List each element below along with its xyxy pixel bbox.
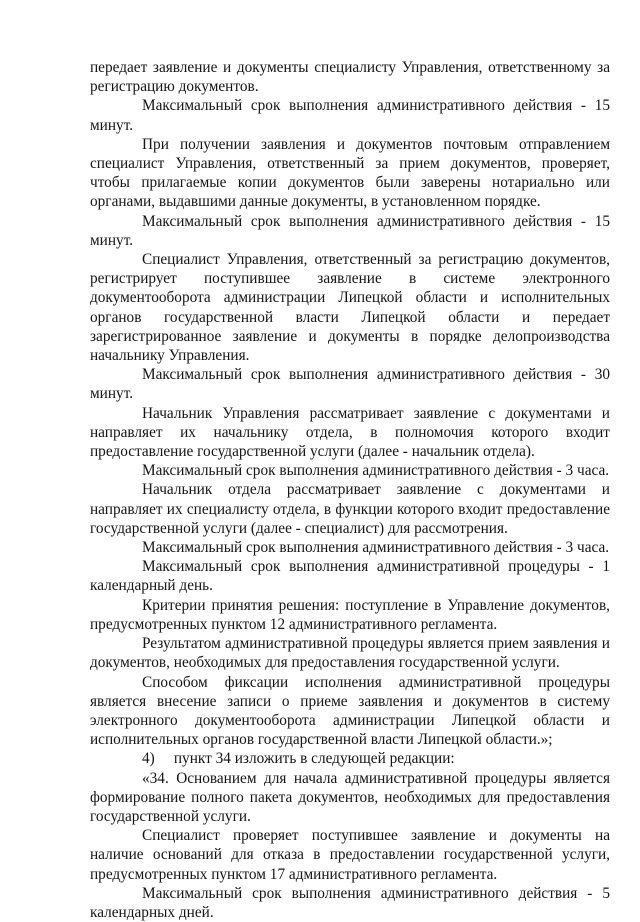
paragraph: Способом фиксации исполнения административной процедуры является внесение записи о приеме заявления и документов в систему электронного документооборота администрации Липецкой области и исполнительных органов государственной власти Липецкой области.»; <box>90 673 610 749</box>
paragraph: Максимальный срок выполнения административного действия - 15 минут. <box>90 212 610 249</box>
paragraph: Специалист Управления, ответственный за регистрацию документов, регистрирует поступившее заявление в системе электронного документооборота администрации Липецкой области и исполнительных органов государственной власти Липецкой области и передает зарегистрированное заявление и документы в порядке делопроизводства начальнику Управления. <box>90 251 610 365</box>
paragraph: Начальник отдела рассматривает заявление с документами и направляет их специалисту отдела, в функции которого входит предоставление государственной услуги (далее - специалист) для рассмотрения. <box>90 481 610 537</box>
list-item: 4) пункт 34 изложить в следующей редакции: <box>142 750 455 768</box>
paragraph: «34. Основанием для начала административной процедуры является формирование полного пакета документов, необходимых для предоставления государственной услуги. <box>90 769 610 825</box>
paragraph: Максимальный срок выполнения административного действия - 3 часа. <box>142 539 610 557</box>
paragraph: Максимальный срок выполнения административной процедуры - 1 календарный день. <box>90 558 610 595</box>
paragraph: Максимальный срок выполнения административного действия - 15 минут. <box>90 97 610 134</box>
paragraph: Специалист проверяет поступившее заявление и документы на наличие оснований для отказа в предоставлении государственной услуги, предусмотренных пунктом 17 административного регламента. <box>90 827 610 883</box>
paragraph: При получении заявления и документов почтовым отправлением специалист Управления, ответственный за прием документов, проверяет, чтобы прилагаемые копии документов были заверены нотариально или органами, выдавшими данные документы, в установленном порядке. <box>90 135 610 211</box>
paragraph: Максимальный срок выполнения административного действия - 5 календарных дней. <box>90 884 610 921</box>
paragraph: передает заявление и документы специалисту Управления, ответственному за регистрацию документов. <box>90 59 610 96</box>
paragraph: Максимальный срок выполнения административного действия - 3 часа. <box>142 462 610 480</box>
paragraph: Результатом административной процедуры является прием заявления и документов, необходимых для предоставления государственной услуги. <box>90 635 610 672</box>
paragraph: Максимальный срок выполнения административного действия - 30 минут. <box>90 366 610 403</box>
paragraph: Начальник Управления рассматривает заявление с документами и направляет их начальнику отдела, в полномочия которого входит предоставление государственной услуги (далее - начальник отдела). <box>90 404 610 461</box>
paragraph: Критерии принятия решения: поступление в Управление документов, предусмотренных пунктом 12 административного регламента. <box>90 596 610 633</box>
